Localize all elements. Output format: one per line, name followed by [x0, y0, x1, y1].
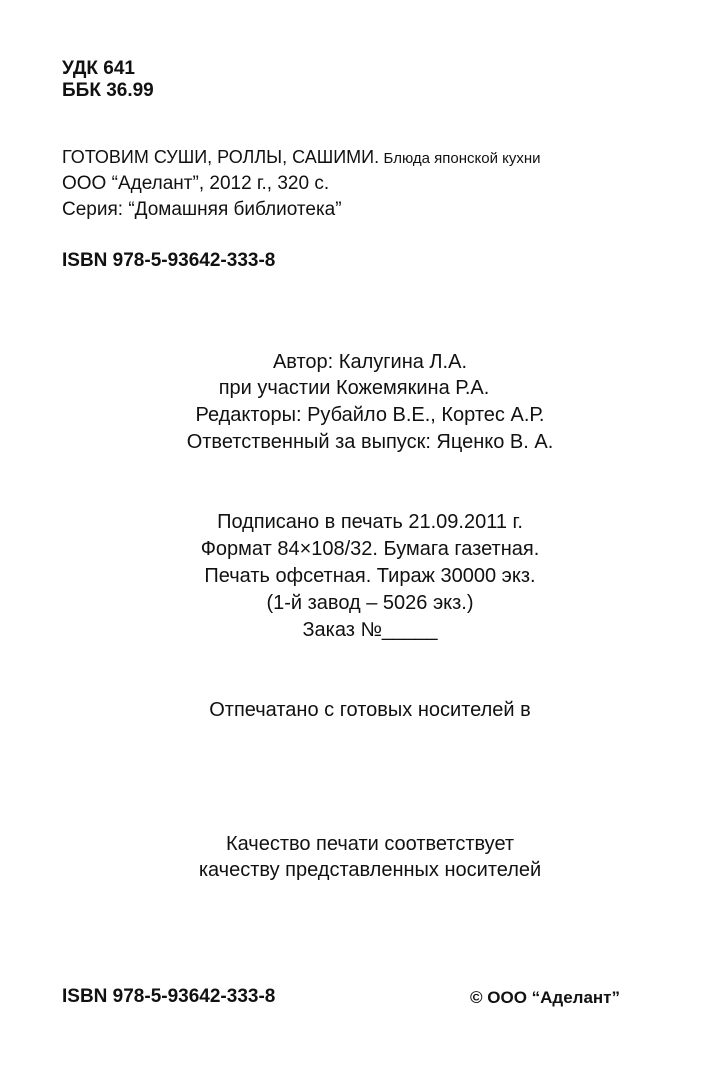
signed-date: Подписано в печать 21.09.2011 г.: [217, 511, 523, 533]
printed-from-line: Отпечатано с готовых носителей в: [209, 699, 531, 721]
isbn-bottom: ISBN 978-5-93642-333-8: [62, 986, 276, 1007]
participation-credit: при участии Кожемякина Р.А.: [218, 377, 490, 399]
quality-line-2: качеству представленных носителей: [198, 859, 542, 881]
isbn-top: ISBN 978-5-93642-333-8: [62, 250, 276, 271]
book-title: [62, 148, 541, 167]
quality-line-1: Качество печати соответствует: [225, 833, 515, 855]
print-run-line: Печать офсетная. Тираж 30000 экз.: [204, 565, 536, 587]
publisher-line: ООО “Аделант”, 2012 г., 320 с.: [62, 173, 330, 194]
udk-code: УДК 641: [62, 58, 135, 79]
editors-credit: Редакторы: Рубайло В.Е., Кортес А.Р.: [195, 404, 545, 426]
book-title-caps: ГОТОВИМ СУШИ, РОЛЛЫ, САШИМИ.: [62, 147, 380, 167]
format-line: Формат 84×108/32. Бумага газетная.: [200, 538, 540, 560]
copyright: © ООО “Аделант”: [470, 988, 621, 1007]
responsible-credit: Ответственный за выпуск: Яценко В. А.: [186, 431, 554, 453]
order-line: Заказ №_____: [302, 619, 438, 641]
series-line: Серия: “Домашняя библиотека”: [62, 199, 342, 220]
book-title-sub: Блюда японской кухни: [383, 150, 541, 167]
bbk-code: ББК 36.99: [62, 80, 154, 101]
first-run-line: (1-й завод – 5026 экз.): [266, 592, 474, 614]
author-credit: Автор: Калугина Л.А.: [272, 351, 468, 373]
